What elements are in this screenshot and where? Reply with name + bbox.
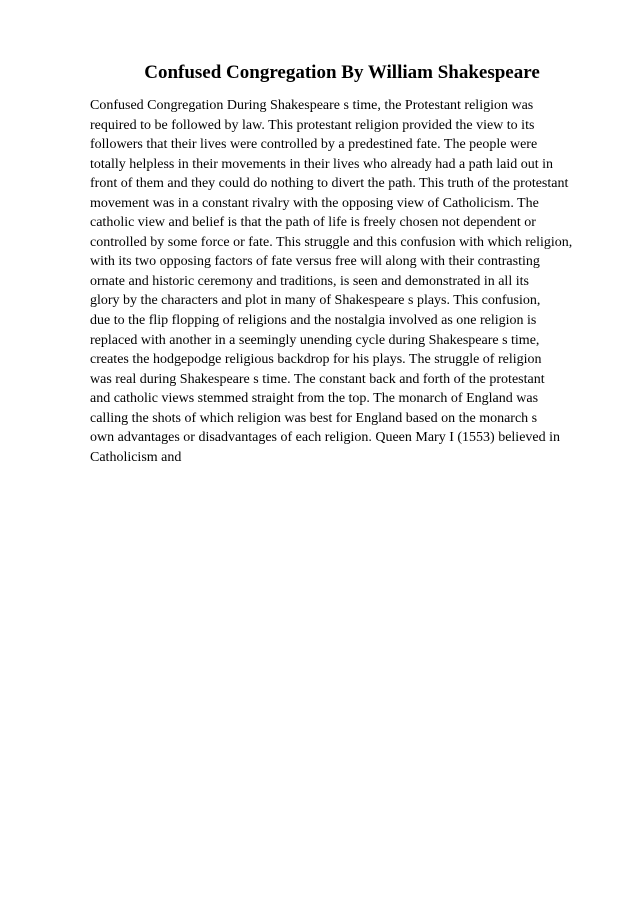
- body-line: was real during Shakespeare s time. The constant back and forth of the protestant: [90, 371, 545, 387]
- body-line: followers that their lives were controlled by a predestined fate. The people were: [90, 137, 538, 153]
- body-line: due to the flip flopping of religions and the nostalgia involved as one religion is: [90, 313, 537, 329]
- body-line: with its two opposing factors of fate versus free will along with their contrasting: [90, 254, 540, 270]
- body-line: required to be followed by law. This protestant religion provided the view to its: [90, 117, 535, 133]
- body-line: replaced with another in a seemingly unending cycle during Shakespeare s time,: [90, 332, 540, 348]
- body-line: Catholicism and: [90, 449, 182, 465]
- body-line: controlled by some force or fate. This struggle and this confusion with which religion,: [90, 234, 573, 250]
- body-line: Confused Congregation During Shakespeare s time, the Protestant religion was: [90, 98, 534, 113]
- document-body: [90, 96, 630, 467]
- document-title: Confused Congregation By William Shakespeare: [144, 62, 540, 83]
- body-line: glory by the characters and plot in many of Shakespeare s plays. This confusion,: [90, 293, 541, 309]
- body-line: and catholic views stemmed straight from the top. The monarch of England was: [90, 391, 539, 407]
- body-line: front of them and they could do nothing to divert the path. This truth of the protestant: [90, 176, 569, 192]
- body-line: catholic view and belief is that the path of life is freely chosen not dependent or: [90, 215, 536, 231]
- body-line: calling the shots of which religion was best for England based on the monarch s: [90, 410, 538, 426]
- body-line: movement was in a constant rivalry with the opposing view of Catholicism. The: [90, 195, 539, 211]
- body-line: own advantages or disadvantages of each religion. Queen Mary I (1553) believed in: [90, 430, 561, 446]
- body-line: ornate and historic ceremony and traditions, is seen and demonstrated in all its: [90, 273, 529, 289]
- body-line: totally helpless in their movements in their lives who already had a path laid out in: [90, 156, 554, 172]
- body-line: creates the hodgepodge religious backdrop for his plays. The struggle of religion: [90, 352, 542, 368]
